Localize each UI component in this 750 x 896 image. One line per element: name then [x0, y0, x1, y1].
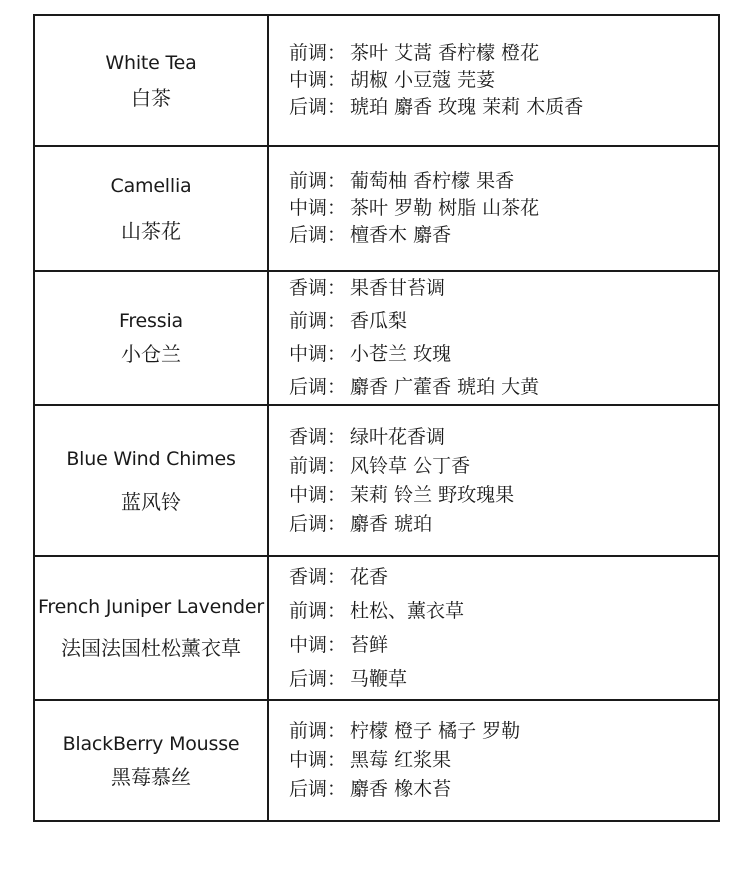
notes-cell [269, 557, 718, 699]
note-value: 檀香木 麝香 [350, 224, 452, 246]
perfume-name-cn: 小仓兰 [121, 342, 181, 366]
note-label: 前调 [289, 454, 328, 477]
note-label: 中调 [289, 69, 328, 91]
note-line: 前调： 香瓜梨 [289, 310, 408, 332]
perfume-name-en: French Juniper Lavender [38, 596, 264, 618]
note-label: 后调 [289, 668, 328, 690]
perfume-name-en: White Tea [105, 51, 197, 74]
notes-cell [269, 406, 718, 555]
table-row [35, 147, 718, 272]
perfume-name-cn: 法国法国杜松薰衣草 [61, 636, 241, 660]
note-line: 中调： 小苍兰 玫瑰 [289, 343, 452, 365]
perfume-name-en: BlackBerry Mousse [62, 732, 240, 755]
perfume-name-cell [35, 16, 269, 145]
note-value: 香瓜梨 [350, 310, 408, 332]
note-value: 苔鲜 [350, 634, 389, 656]
note-line: 前调： 柠檬 橙子 橘子 罗勒 [289, 720, 521, 742]
note-value: 麝香 琥珀 [350, 512, 433, 535]
note-value: 茶叶 罗勒 树脂 山茶花 [350, 197, 540, 219]
note-line: 后调： 麝香 广藿香 琥珀 大黄 [289, 376, 540, 398]
note-line: 香调： 果香甘苔调 [289, 277, 446, 299]
note-label: 中调 [289, 483, 328, 506]
note-value: 果香甘苔调 [350, 277, 446, 299]
note-value: 琥珀 麝香 玫瑰 茉莉 木质香 [350, 96, 584, 118]
perfume-name-cn: 黑莓慕丝 [111, 764, 191, 789]
note-value: 胡椒 小豆蔻 芫荽 [350, 69, 496, 91]
note-label: 后调 [289, 224, 328, 246]
perfume-name-en: Camellia [110, 174, 192, 197]
note-line: 前调： 葡萄柚 香柠檬 果香 [289, 170, 515, 192]
note-value: 马鞭草 [350, 668, 408, 690]
note-label: 香调 [289, 277, 328, 299]
note-label: 中调 [289, 197, 328, 219]
note-value: 柠檬 橙子 橘子 罗勒 [350, 720, 521, 742]
perfume-name-cn: 白茶 [131, 85, 171, 110]
note-label: 前调 [289, 170, 328, 192]
note-value: 黑莓 红浆果 [350, 749, 452, 771]
note-label: 前调 [289, 42, 328, 64]
table-row [35, 16, 718, 147]
note-value: 风铃草 公丁香 [350, 454, 471, 477]
table-row [35, 272, 718, 406]
note-label: 后调 [289, 376, 328, 398]
note-label: 前调 [289, 720, 328, 742]
note-label: 香调 [289, 425, 328, 448]
note-line: 前调： 杜松、薰衣草 [289, 600, 465, 622]
fragrance-notes-table [33, 14, 720, 822]
table-row [35, 406, 718, 557]
note-label: 中调 [289, 749, 328, 771]
perfume-name-cn: 蓝风铃 [121, 489, 181, 514]
note-label: 中调 [289, 343, 328, 365]
note-value: 杜松、薰衣草 [350, 600, 465, 622]
perfume-name-en: Blue Wind Chimes [66, 447, 236, 470]
note-line: 前调： 风铃草 公丁香 [289, 454, 471, 477]
note-line: 前调： 茶叶 艾蒿 香柠檬 橙花 [289, 42, 540, 64]
note-value: 茉莉 铃兰 野玫瑰果 [350, 483, 515, 506]
note-line: 中调： 黑莓 红浆果 [289, 749, 452, 771]
note-value: 茶叶 艾蒿 香柠檬 橙花 [350, 42, 540, 64]
notes-cell [269, 701, 718, 820]
note-line: 中调： 茉莉 铃兰 野玫瑰果 [289, 483, 515, 506]
perfume-name-cell [35, 557, 269, 699]
note-line: 中调： 胡椒 小豆蔻 芫荽 [289, 69, 496, 91]
note-line: 香调： 绿叶花香调 [289, 425, 446, 448]
note-line: 后调： 檀香木 麝香 [289, 224, 452, 246]
note-line: 后调： 麝香 橡木苔 [289, 778, 452, 800]
note-label: 前调 [289, 600, 328, 622]
note-value: 小苍兰 玫瑰 [350, 343, 452, 365]
perfume-name-cell [35, 272, 269, 404]
note-value: 绿叶花香调 [350, 425, 446, 448]
note-label: 后调 [289, 778, 328, 800]
note-value: 花香 [350, 566, 389, 588]
perfume-name-cn: 山茶花 [121, 218, 181, 243]
table-row [35, 701, 718, 820]
perfume-name-cell [35, 147, 269, 270]
note-label: 中调 [289, 634, 328, 656]
note-value: 麝香 广藿香 琥珀 大黄 [350, 376, 540, 398]
notes-cell [269, 272, 718, 404]
note-value: 葡萄柚 香柠檬 果香 [350, 170, 515, 192]
note-label: 后调 [289, 512, 328, 535]
note-line: 后调： 麝香 琥珀 [289, 512, 433, 535]
notes-cell [269, 16, 718, 145]
table-row [35, 557, 718, 701]
note-value: 麝香 橡木苔 [350, 778, 452, 800]
note-label: 后调 [289, 96, 328, 118]
perfume-name-cell [35, 406, 269, 555]
note-label: 香调 [289, 566, 328, 588]
note-line: 后调： 马鞭草 [289, 668, 408, 690]
note-line: 香调： 花香 [289, 566, 389, 588]
note-line: 后调： 琥珀 麝香 玫瑰 茉莉 木质香 [289, 96, 584, 118]
note-line: 中调： 苔鲜 [289, 634, 389, 656]
notes-cell [269, 147, 718, 270]
perfume-name-en: Fressia [119, 310, 183, 332]
note-label: 前调 [289, 310, 328, 332]
note-line: 中调： 茶叶 罗勒 树脂 山茶花 [289, 197, 540, 219]
perfume-name-cell [35, 701, 269, 820]
